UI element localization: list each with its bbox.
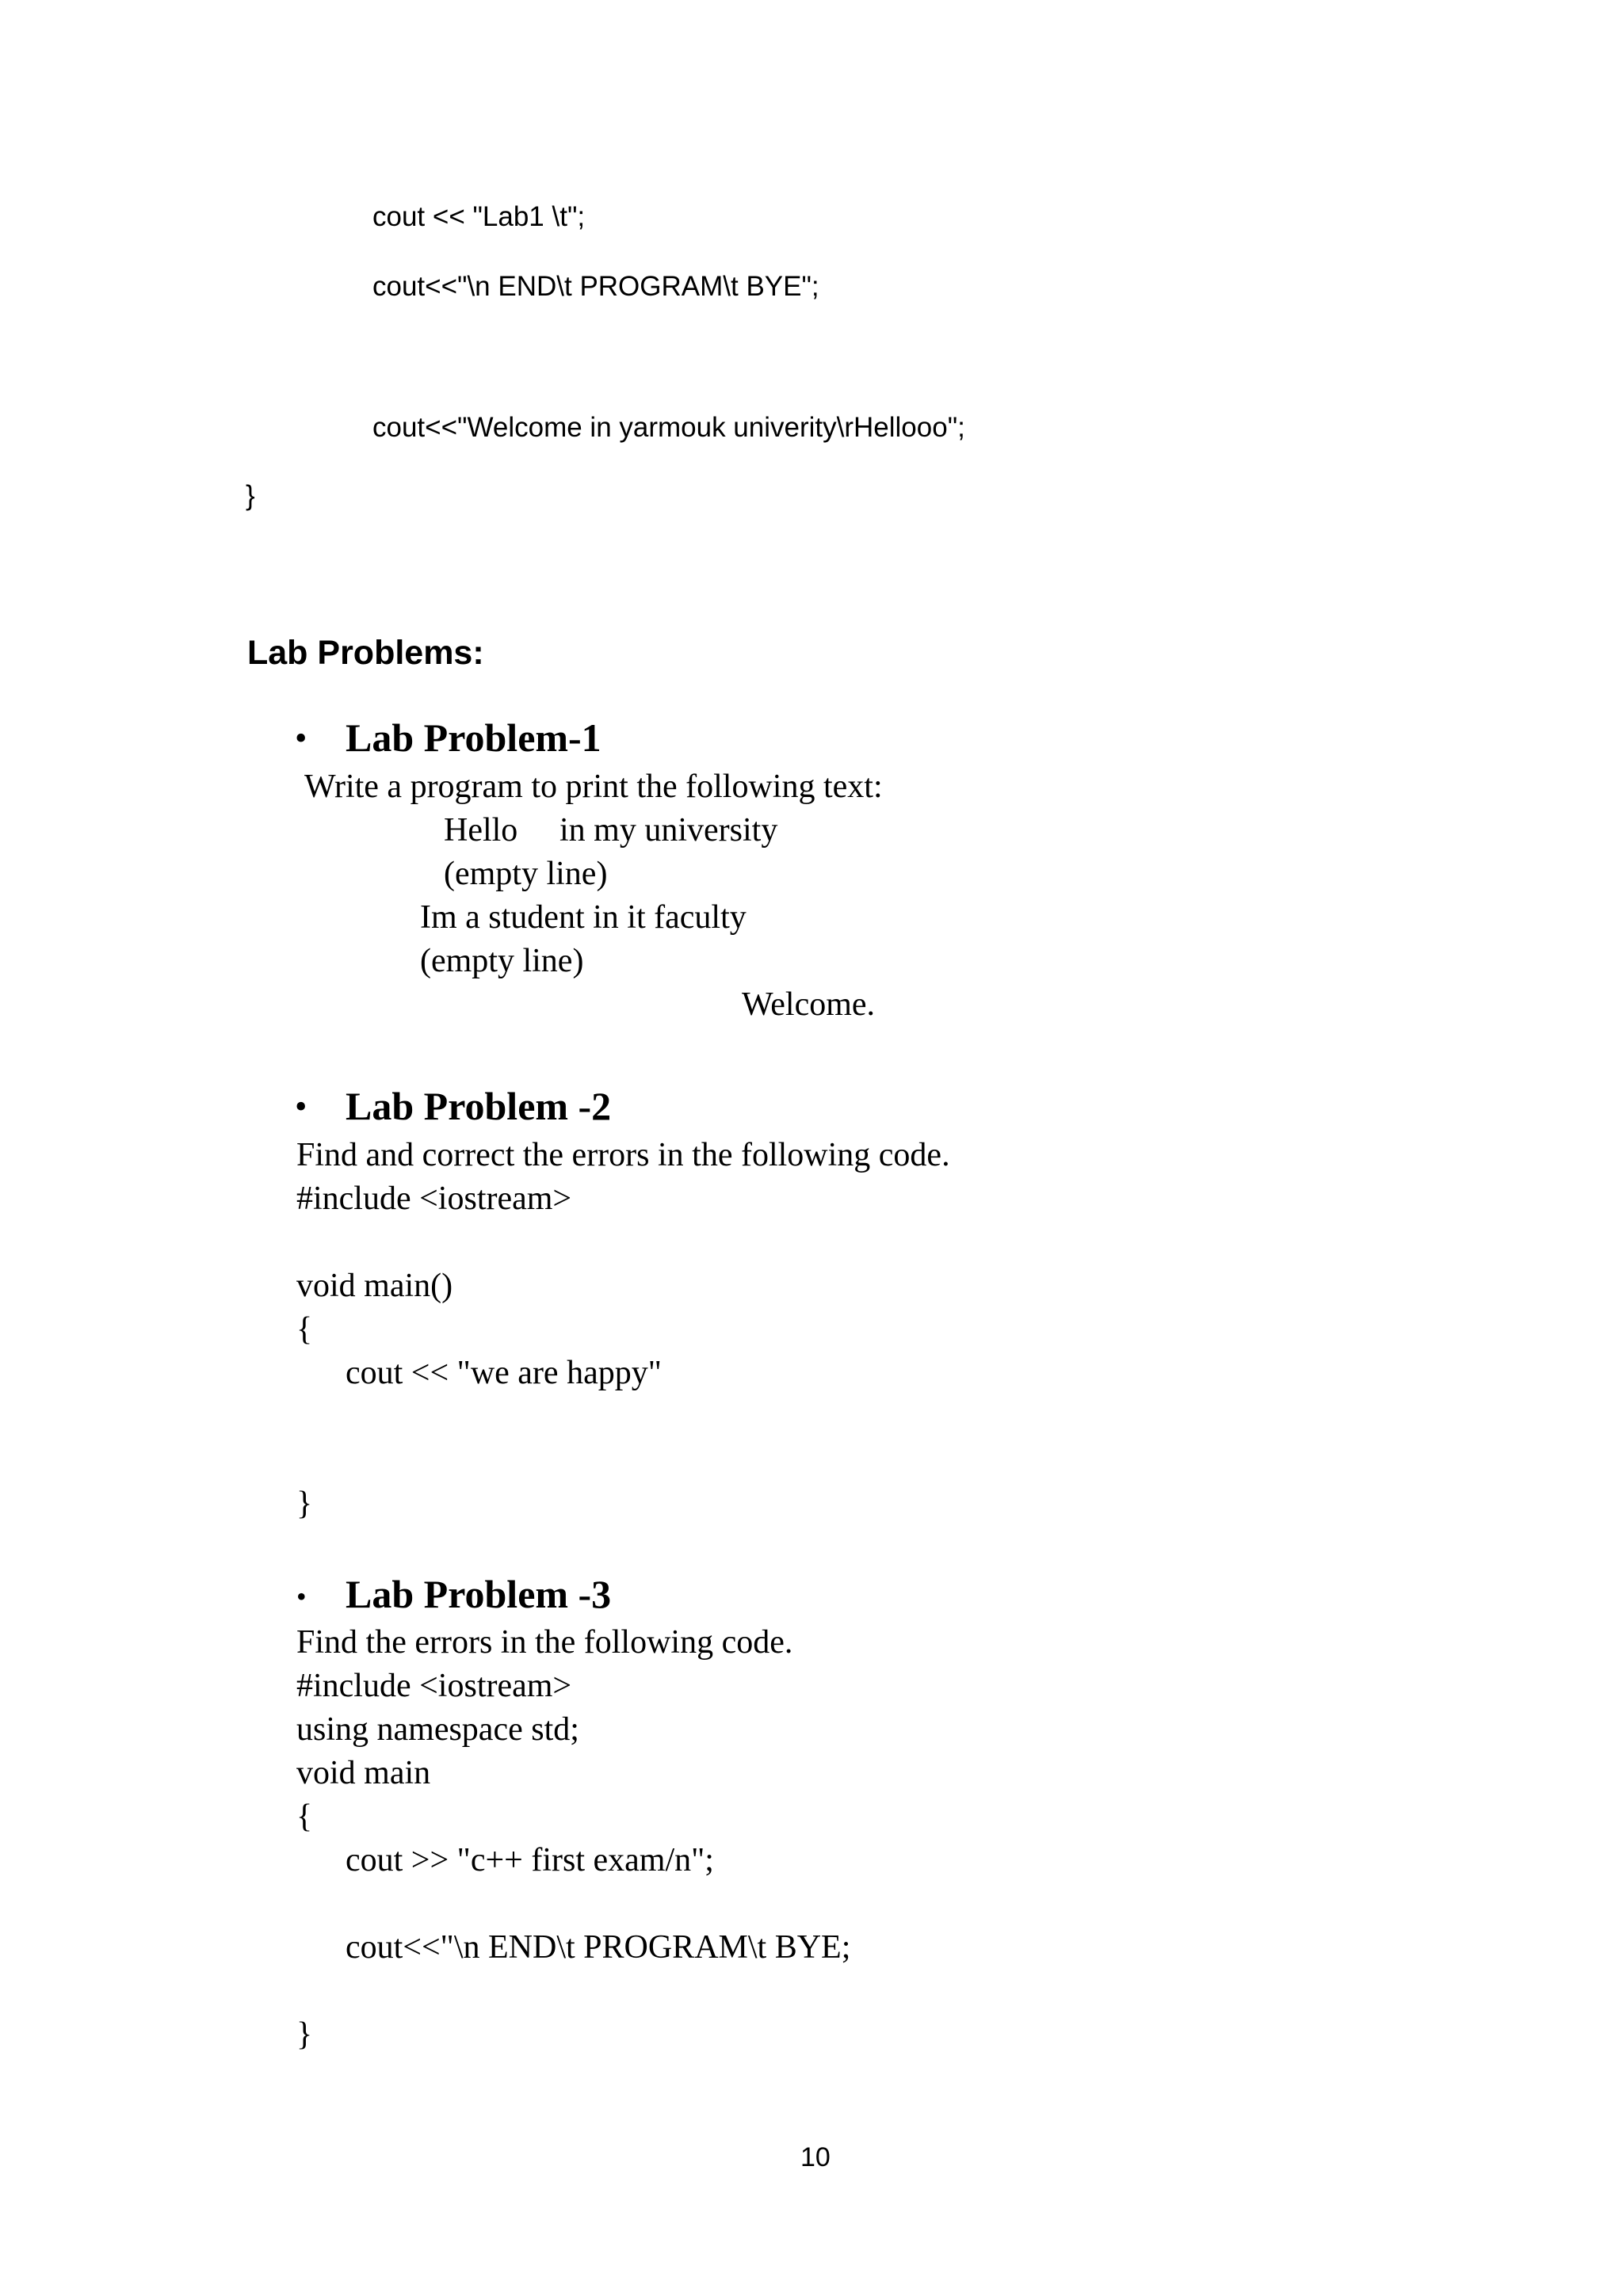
bullet-icon: • (295, 719, 307, 757)
problem3-code-close-brace: } (296, 2016, 313, 2053)
problem2-code-open-brace: { (296, 1311, 313, 1348)
problem2-code-close-brace: } (296, 1486, 313, 1522)
section-title: Lab Problems: (247, 634, 484, 672)
code-line-lab1: cout << "Lab1 \t"; (372, 201, 586, 232)
problem3-code-cout-exam: cout >> "c++ first exam/n"; (346, 1842, 714, 1878)
code-close-brace: } (246, 480, 255, 511)
problem1-title: Lab Problem-1 (346, 715, 601, 760)
problem1-output-hello: Hello (444, 812, 518, 849)
problem3-code-open-brace: { (296, 1798, 313, 1835)
problem2-title: Lab Problem -2 (346, 1084, 612, 1128)
problem3-code-main: void main (296, 1755, 431, 1791)
problem2-code-cout: cout << "we are happy" (346, 1355, 662, 1391)
problem1-output-student: Im a student in it faculty (420, 899, 747, 936)
problem2-code-include: #include <iostream> (296, 1180, 572, 1217)
problem3-code-namespace: using namespace std; (296, 1711, 579, 1748)
problem1-intro: Write a program to print the following text: (304, 769, 883, 805)
problem1-output-empty-line-2: (empty line) (420, 943, 584, 979)
problem3-code-cout-end: cout<<"\n END\t PROGRAM\t BYE; (346, 1929, 851, 1966)
page-number: 10 (800, 2142, 831, 2172)
bullet-icon: • (295, 1087, 307, 1126)
problem1-output-empty-line: (empty line) (444, 856, 608, 892)
bullet-icon: • (296, 1581, 307, 1612)
code-line-welcome: cout<<"Welcome in yarmouk univerity\rHellooo"; (372, 412, 965, 443)
problem1-output-welcome: Welcome. (742, 986, 876, 1023)
problem1-output-university: in my university (559, 812, 778, 849)
problem2-code-main: void main() (296, 1268, 453, 1304)
problem3-intro: Find the errors in the following code. (296, 1624, 793, 1661)
code-line-end-program: cout<<"\n END\t PROGRAM\t BYE"; (372, 271, 819, 302)
problem3-code-include: #include <iostream> (296, 1668, 572, 1704)
problem2-intro: Find and correct the errors in the following code. (296, 1137, 950, 1173)
problem3-title: Lab Problem -3 (346, 1572, 612, 1616)
